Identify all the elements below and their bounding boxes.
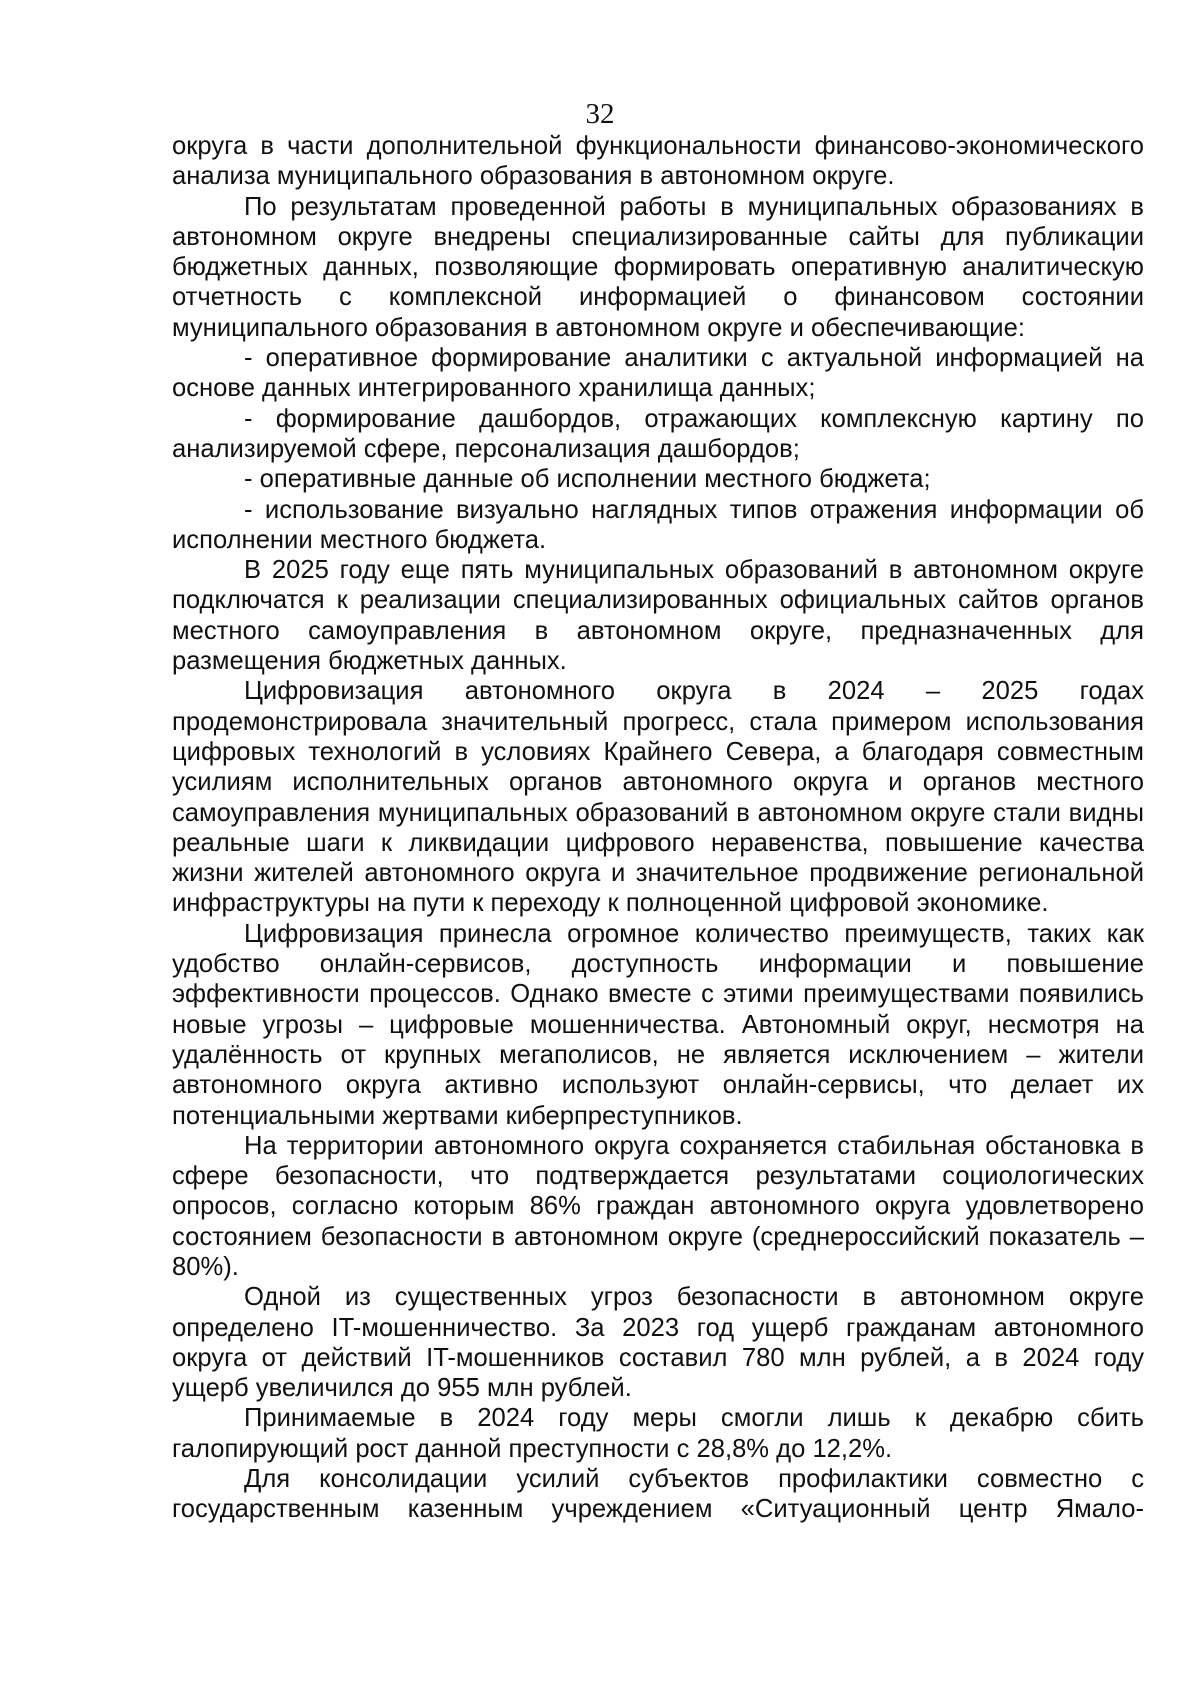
page-number: 32 — [585, 98, 615, 130]
paragraph: округа в части дополнительной функциональности финансово-экономического анализа муниципального образования в автономном округе. — [172, 132, 1144, 191]
paragraph: На территории автономного округа сохраняется стабильная обстановка в сфере безопасности, что подтверждается результатами социологических опросов, согласно которым 86% граждан автономного округа удовлетворено состоянием безопасности в автономном округе (среднероссийский показатель – 80%). — [172, 1131, 1144, 1281]
paragraph: В 2025 году еще пять муниципальных образований в автономном округе подключатся к реализации специализированных официальных сайтов органов местного самоуправления в автономном округе, предназначенных для размещения бюджетных данных. — [172, 556, 1144, 676]
list-item: - оперативные данные об исполнении местного бюджета; — [244, 465, 931, 494]
list-item: - формирование дашбордов, отражающих комплексную картину по анализируемой сфере, персонализация дашбордов; — [172, 404, 1144, 463]
list-item: - оперативное формирование аналитики с актуальной информацией на основе данных интегрированного хранилища данных; — [172, 344, 1144, 403]
paragraph: По результатам проведенной работы в муниципальных образованиях в автономном округе внедрены специализированные сайты для публикации бюджетных данных, позволяющие формировать оперативную аналитическую отчетность с комплексной информацией о финансовом состоянии муниципального образования в автономном округе и обеспечивающие: — [172, 192, 1144, 342]
paragraph: Цифровизация автономного округа в 2024 – 2025 годах продемонстрировала значительный прогресс, стала примером использования цифровых технологий в условиях Крайнего Севера, а благодаря совместным усилиям исполнительных органов автономного округа и органов местного самоуправления муниципальных образований в автономном округе стали видны реальные шаги к ликвидации цифрового неравенства, повышение качества жизни жителей автономного округа и значительное продвижение региональной инфраструктуры на пути к переходу к полноценной цифровой экономике. — [172, 677, 1144, 918]
paragraph: Для консолидации усилий субъектов профилактики совместно с государственным казенным учреждением «Ситуационный центр Ямало- — [172, 1465, 1144, 1524]
list-item: - использование визуально наглядных типов отражения информации об исполнении местного бюджета. — [172, 495, 1144, 554]
paragraph: Цифровизация принесла огромное количество преимуществ, таких как удобство онлайн-сервисов, доступность информации и повышение эффективности процессов. Однако вместе с этими преимуществами появились новые угрозы – цифровые мошенничества. Автономный округ, несмотря на удалённость от крупных мегаполисов, не является исключением – жители автономного округа активно используют онлайн-сервисы, что делает их потенциальными жертвами киберпреступников. — [172, 919, 1144, 1130]
paragraph: Принимаемые в 2024 году меры смогли лишь к декабрю сбить галопирующий рост данной преступности с 28,8% до 12,2%. — [172, 1404, 1144, 1463]
document-body — [172, 131, 1144, 1525]
paragraph: Одной из существенных угроз безопасности в автономном округе определено IT-мошенничество. За 2023 год ущерб гражданам автономного округа от действий IT-мошенников составил 780 млн рублей, а в 2024 году ущерб увеличился до 955 млн рублей. — [172, 1283, 1144, 1403]
